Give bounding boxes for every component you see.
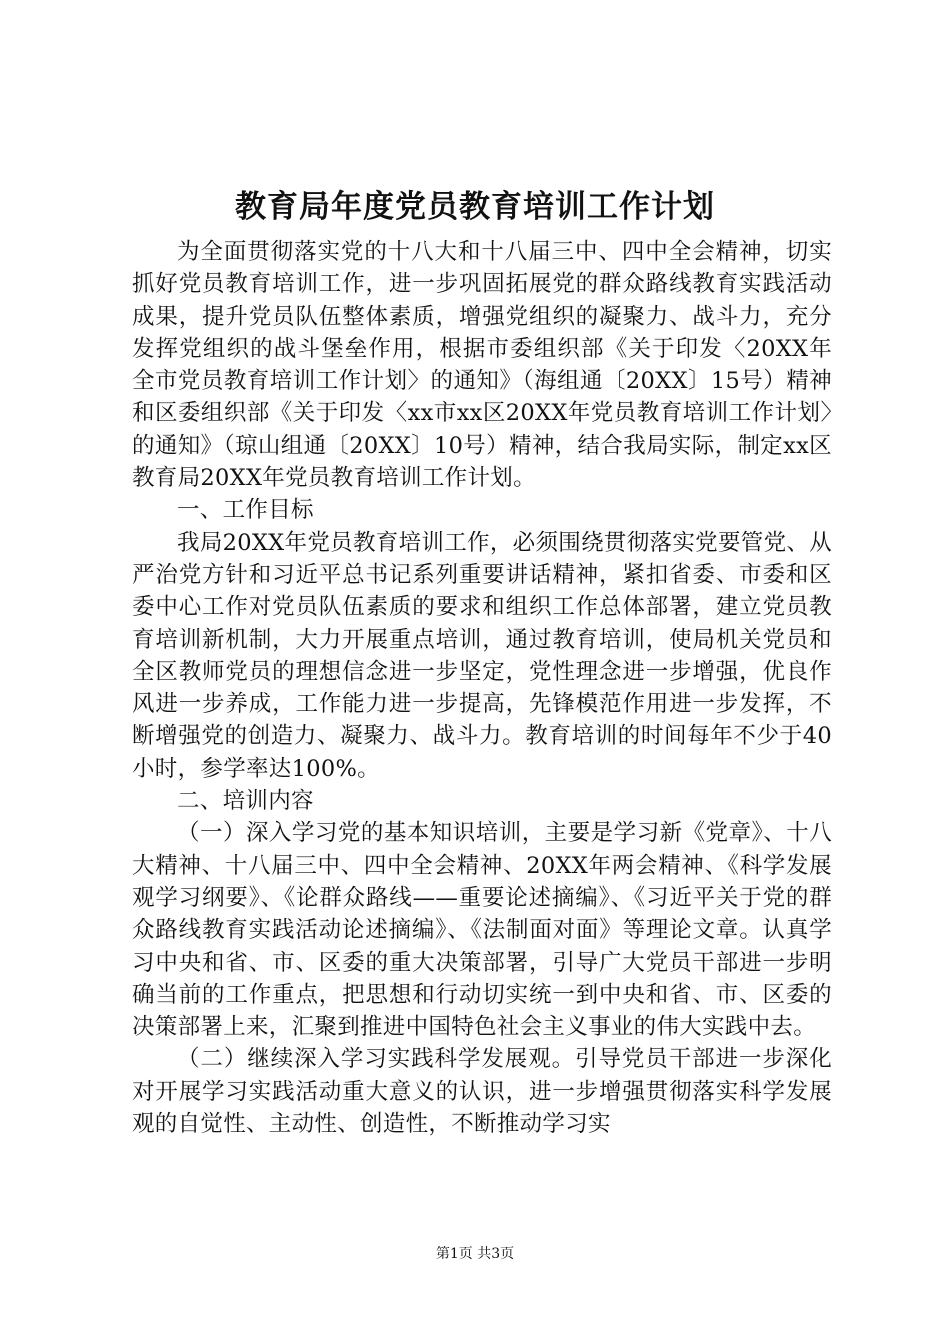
document-body — [132, 236, 832, 1140]
goals-paragraph: 我局20XX年党员教育培训工作，必须围绕贯彻落实党要管党、从严治党方针和习近平总书记系列重要讲话精神，紧扣省委、市委和区委中心工作对党员队伍素质的要求和组织工作总体部署，建立党员教育培训新机制，大力开展重点培训，通过教育培训，使局机关党员和全区教师党员的理想信念进一步坚定，党性理念进一步增强，优良作风进一步养成，工作能力进一步提高，先锋模范作用进一步发挥，不断增强党的创造力、凝聚力、战斗力。教育培训的时间每年不少于40小时，参学率达100%。 — [132, 529, 832, 782]
section-heading-content: 二、培训内容 — [177, 788, 314, 815]
section-heading-goals: 一、工作目标 — [177, 497, 314, 524]
content-item-1-paragraph: （一）深入学习党的基本知识培训，主要是学习新《党章》、十八大精神、十八届三中、四中全会精神、20XX年两会精神、《科学发展观学习纲要》、《论群众路线——重要论述摘编》、《习近平关于党的群众路线教育实践活动论述摘编》、《法制面对面》等理论文章。认真学习中央和省、市、区委的重大决策部署，引导广大党员干部进一步明确当前的工作重点，把思想和行动切实统一到中央和省、市、区委的决策部署上来，汇聚到推进中国特色社会主义事业的伟大实践中去。 — [132, 820, 832, 1041]
page-number-footer: 第1页 共3页 — [435, 1246, 515, 1262]
intro-paragraph: 为全面贯彻落实党的十八大和十八届三中、四中全会精神，切实抓好党员教育培训工作，进一步巩固拓展党的群众路线教育实践活动成果，提升党员队伍整体素质，增强党组织的凝聚力、战斗力，充分发挥党组织的战斗堡垒作用，根据市委组织部《关于印发〈20XX年全市党员教育培训工作计划〉的通知》（海组通〔20XX〕15号）精神和区委组织部《关于印发〈xx市xx区20XX年党员教育培训工作计划〉的通知》（琼山组通〔20XX〕10号）精神，结合我局实际，制定xx区教育局20XX年党员教育培训工作计划。 — [132, 239, 832, 492]
content-item-2-paragraph: （二）继续深入学习实践科学发展观。引导党员干部进一步深化对开展学习实践活动重大意义的认识，进一步增强贯彻落实科学发展观的自觉性、主动性、创造性，不断推动学习实 — [132, 1046, 832, 1138]
document-title: 教育局年度党员教育培训工作计划 — [235, 189, 715, 225]
